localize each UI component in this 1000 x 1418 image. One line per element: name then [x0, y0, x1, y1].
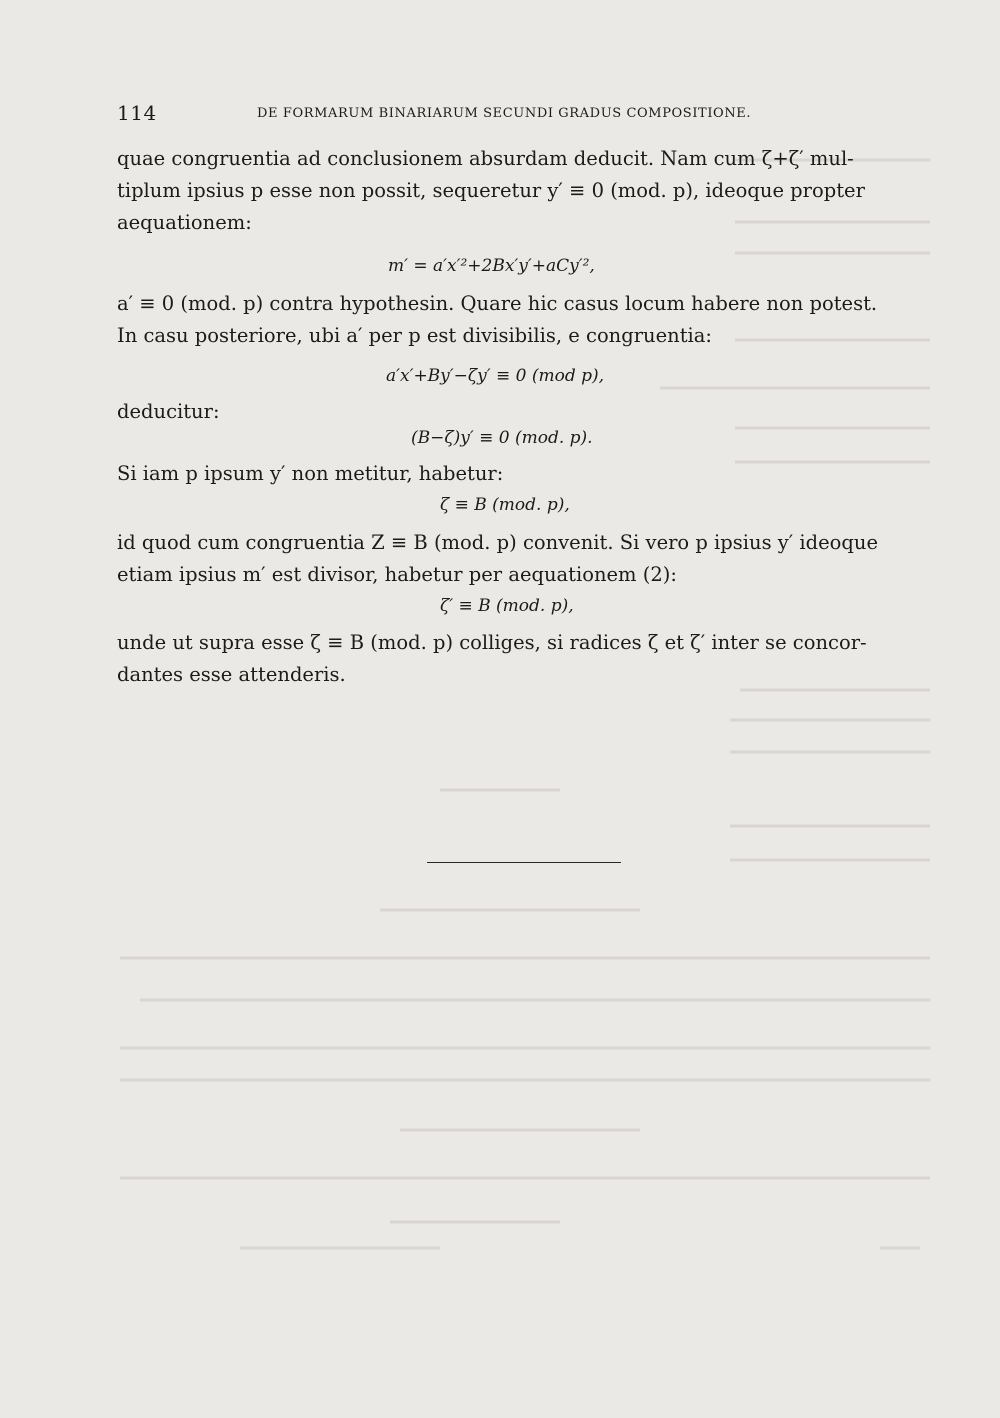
text-line: id quod cum congruentia Z ≡ B (mod. p) convenit. Si vero p ipsius y′ ideoque: [117, 531, 878, 554]
formula-congruence: ζ ≡ B (mod. p),: [440, 495, 570, 515]
text-line: tiplum ipsius p esse non possit, sequeretur y′ ≡ 0 (mod. p), ideoque propter: [117, 179, 865, 202]
page-number: 114: [117, 101, 157, 125]
formula-congruence: a′x′+By′−ζy′ ≡ 0 (mod p),: [386, 366, 605, 386]
text-line: a′ ≡ 0 (mod. p) contra hypothesin. Quare hic casus locum habere non potest.: [117, 292, 878, 315]
running-title: DE FORMARUM BINARIARUM SECUNDI GRADUS COMPOSITIONE.: [257, 106, 752, 121]
text-line: Si iam p ipsum y′ non metitur, habetur:: [117, 462, 504, 485]
section-divider: [427, 862, 621, 863]
formula-congruence: ζ′ ≡ B (mod. p),: [440, 596, 574, 616]
text-line: aequationem:: [117, 211, 252, 234]
text-line: quae congruentia ad conclusionem absurdam deducit. Nam cum ζ+ζ′ mul-: [117, 147, 854, 170]
formula-equation: m′ = a′x′²+2Bx′y′+aCy′²,: [388, 256, 595, 276]
text-line: In casu posteriore, ubi a′ per p est divisibilis, e congruentia:: [117, 324, 712, 347]
text-line: unde ut supra esse ζ ≡ B (mod. p) colliges, si radices ζ et ζ′ inter se concor-: [117, 631, 867, 654]
text-line: deducitur:: [117, 400, 220, 423]
text-line: etiam ipsius m′ est divisor, habetur per aequationem (2):: [117, 563, 677, 586]
formula-congruence: (B−ζ)y′ ≡ 0 (mod. p).: [411, 428, 593, 448]
text-line: dantes esse attenderis.: [117, 663, 346, 686]
page-header: [117, 101, 817, 131]
